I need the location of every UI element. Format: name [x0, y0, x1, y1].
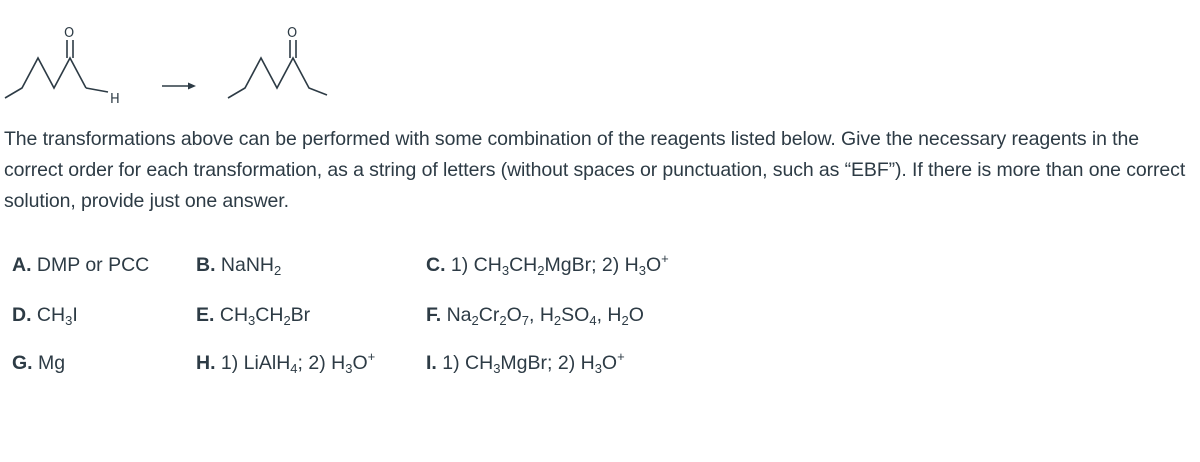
reagent-formula: $CH_3I$	[36, 304, 78, 328]
reagent-letter: H.	[196, 352, 216, 374]
reagent-formula: 1) $CH_3CH_2MgBr$; 2) $H_3O^+$	[450, 251, 669, 278]
reagent-letter: D.	[12, 304, 32, 326]
reagent-g	[12, 351, 65, 375]
starting-material-oxygen-label: O	[64, 26, 75, 41]
reagent-a	[12, 253, 149, 277]
reagent-letter: C.	[426, 254, 446, 276]
product-oxygen-label: O	[287, 26, 298, 41]
reagent-formula: Mg	[38, 352, 66, 374]
reagent-c	[426, 253, 669, 277]
reagent-letter: I.	[426, 352, 437, 374]
reagent-formula: $CH_3CH_2Br$	[219, 304, 311, 328]
reagent-formula: 1) LiAlH$_4$; 2) $H_3O^+$	[220, 349, 376, 376]
starting-material-hydrogen-label: H	[110, 92, 120, 107]
reagent-d	[12, 303, 78, 327]
reagent-e	[196, 303, 310, 327]
reaction-arrow-icon	[162, 83, 196, 90]
reagent-letter: G.	[12, 352, 33, 374]
reagent-formula: NaNH$_2$	[220, 254, 282, 278]
reagent-formula: DMP or PCC	[36, 254, 150, 276]
starting-material-structure	[5, 40, 108, 98]
reagent-h	[196, 351, 375, 375]
reagent-formula: $Na_2Cr_2O_7$, $H_2SO_4$, $H_2O$	[446, 304, 644, 328]
reaction-scheme	[0, 0, 360, 115]
reagent-letter: E.	[196, 304, 215, 326]
reagent-b	[196, 253, 281, 277]
reagent-f	[426, 303, 644, 327]
reagent-letter: A.	[12, 254, 32, 276]
reagent-letter: F.	[426, 304, 442, 326]
reagent-letter: B.	[196, 254, 216, 276]
reagent-i	[426, 351, 625, 375]
question-prompt: The transformations above can be performed with some combination of the reagents listed below. Give the necessary reagents in the correct order for each transformation, as a string of letters (without spaces or punctuation, such as “EBF”). If there is more than one correct solution, provide just one answer.	[4, 128, 1186, 212]
reagent-formula: 1) $CH_3MgBr$; 2) $H_3O^+$	[442, 349, 625, 376]
product-structure	[228, 40, 327, 98]
